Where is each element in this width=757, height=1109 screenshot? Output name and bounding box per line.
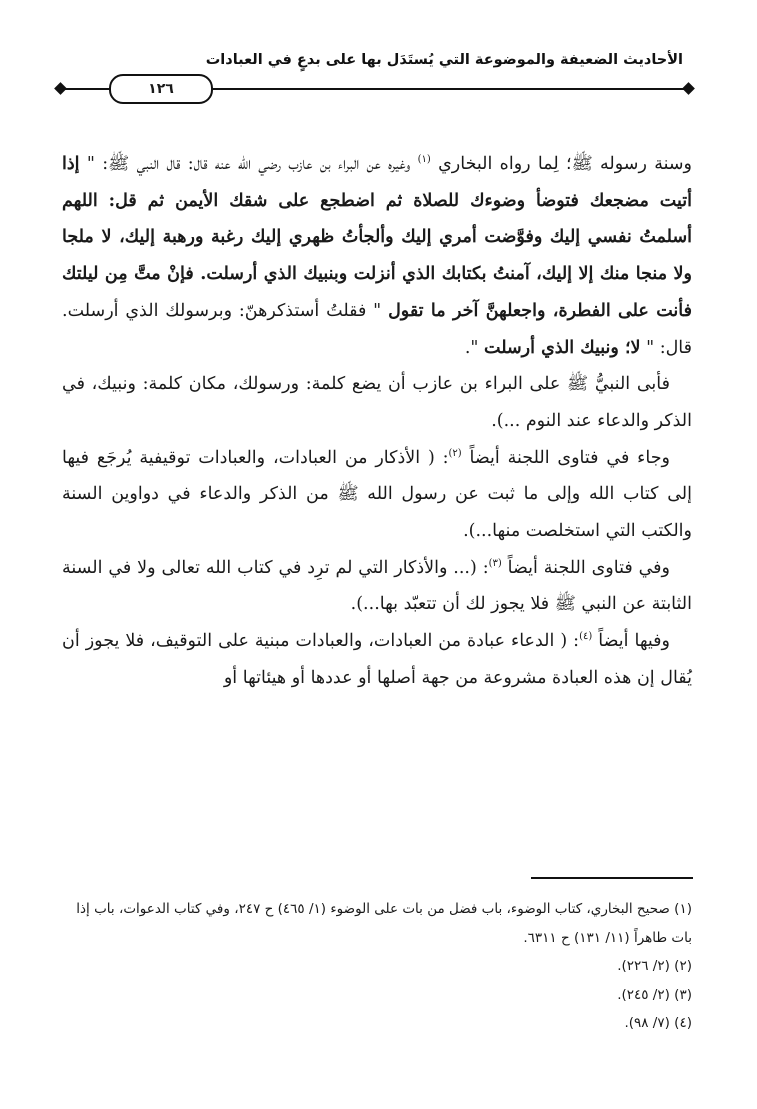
text-run: وسنة رسوله ﷺ؛ لِما رواه البخاري [430,154,692,174]
footnote-ref[interactable]: (٢) [448,447,462,459]
text-run: : ( الأذكار من العبادات، والعبادات توقيفية يُرجَع فيها إلى كتاب الله وإلى ما ثبت عن رسول الله ﷺ من الذكر والدعاء في دواوين السنة والكتب التي استخلصت منها...). [62,447,692,542]
footnote-item: (٣) (٢/ ٢٤٥). [617,986,692,1003]
paragraph [62,623,692,696]
text-run: : ( الدعاء عبادة من العبادات، والعبادات مبنية على التوقيف، فلا يجوز أن يُقال إن هذه العبادة مشروعة من جهة أصلها أو عددها أو هيئاتها أو [62,631,692,688]
running-title: الأحاديث الضعيفة والموضوعة التي يُستَدَل بها على بدعٍ في العبادات [205,52,683,68]
paragraph: فأبى النبيُّ ﷺ على البراء بن عازب أن يضع كلمة: ورسولك، مكان كلمة: ونبيك، في الذكر والدعاء عند النوم ...). [62,374,692,431]
text-run: ". [464,337,485,358]
paragraph [62,550,692,623]
text-run: " فقلتُ أستذكرهنّ: وبرسولك الذي أرسلت. قال: " [62,300,692,358]
footnote-ref[interactable]: (٣) [488,557,502,569]
footnotes [62,895,692,1038]
rule-end-diamond-left [54,82,67,95]
footnote-item: (١) صحيح البخاري، كتاب الوضوء، باب فضل من بات على الوضوء (١/ ٤٦٥) ح ٢٤٧، وفي كتاب الدعوات، باب إذا بات طاهراً (١١/ ١٣١) ح ٦٣١١. [76,901,692,946]
footnote-ref[interactable]: (٤) [579,631,593,643]
hadith-quote: لا؛ ونبيك الذي أرسلت [484,337,641,358]
text-run: : (... والأذكار التي لم ترِد في كتاب الله تعالى ولا في السنة الثابتة عن النبي ﷺ فلا يجوز لك أن تتعبّد بها...). [62,557,692,615]
text-run: وغيره عن البراء بن عازب رضي الله عنه قال: قال النبي ﷺ: " [79,154,418,174]
paragraph [62,440,692,550]
footnote-ref[interactable]: (١) [417,154,431,166]
hadith-quote: إذا أتيت مضجعك فتوضأ وضوءك للصلاة ثم اضطجع على شقك الأيمن ثم قل: اللهم أسلمتُ نفسي إليك وفوَّضت أمري إليك وألجأتُ ظهري إليك رغبة ورهبة إليك، لا ملجا ولا منجا منك إلا إليك، آمنتُ بكتابك الذي أنزلت وبنبيك الذي أرسلت. فإنْ متَّ مِن ليلتك فأنت على الفطرة، واجعلهنَّ آخر ما تقول [62,154,692,321]
footnote-item: (٢) (٢/ ٢٢٦). [617,958,692,974]
page-header [0,0,757,110]
text-run: وجاء في فتاوى اللجنة أيضاً [461,447,670,468]
footnote-item: (٤) (٧/ ٩٨). [624,1015,692,1031]
paragraph-hadith [62,146,692,366]
text-run: وفي فتاوى اللجنة أيضاً [501,557,671,578]
text-run: وفيها أيضاً [592,631,670,652]
page-number: ١٢٦ [109,74,213,104]
footnote-separator [531,877,693,879]
main-text [62,146,692,697]
rule-end-diamond-right [682,82,695,95]
